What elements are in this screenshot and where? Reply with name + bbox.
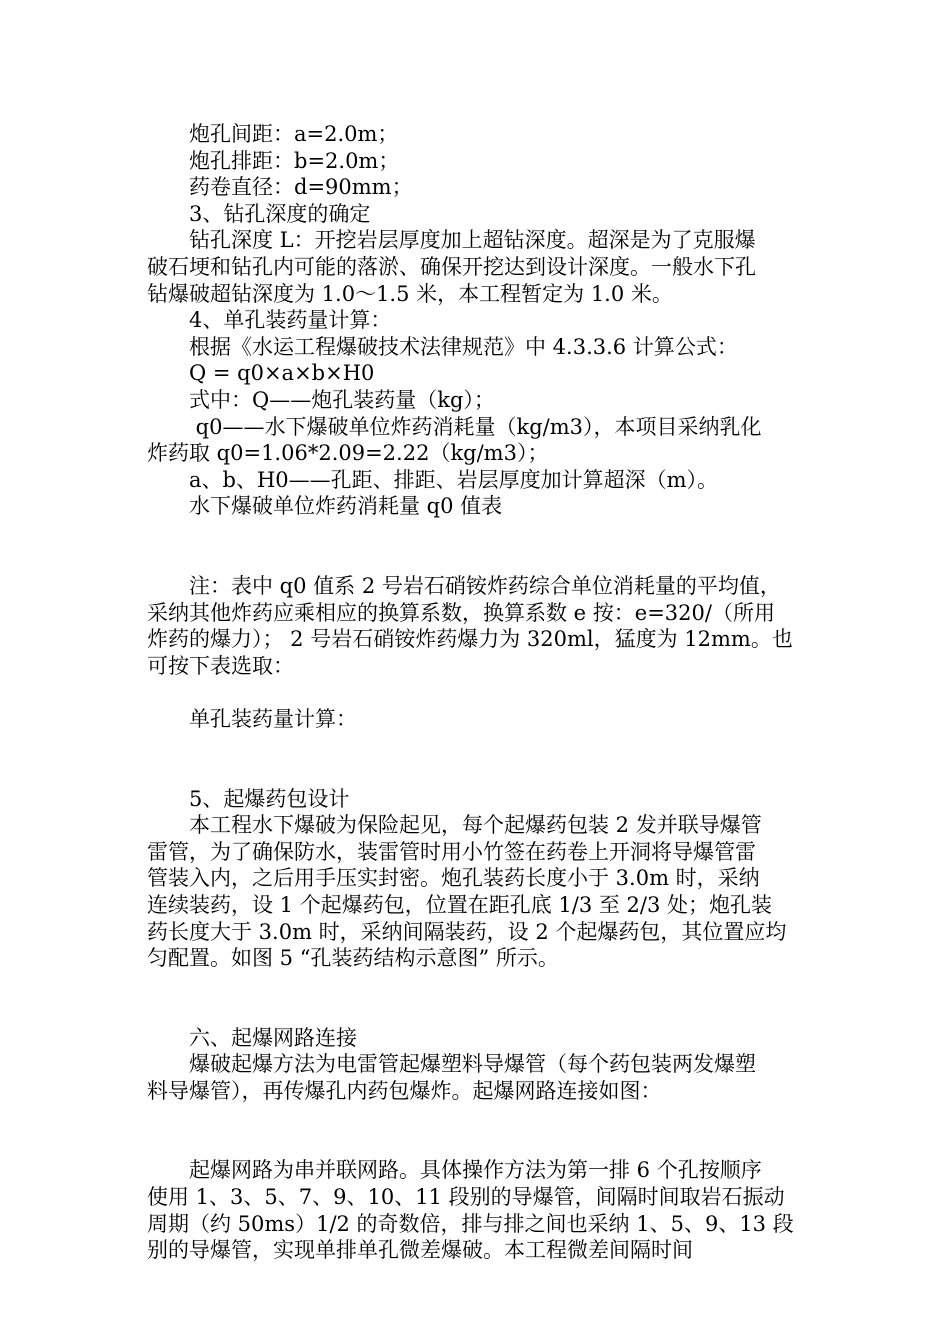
text-line: a、b、H0——孔距、排距、岩层厚度加计算超深（m）。 xyxy=(189,468,719,492)
formula-line: Q = q0×a×b×H0 xyxy=(189,361,375,385)
text-line: 雷管，为了确保防水，装雷管时用小竹签在药卷上开洞将导爆管雷 xyxy=(147,840,756,864)
text-line: 别的导爆管，实现单排单孔微差爆破。本工程微差间隔时间 xyxy=(147,1238,693,1262)
note-line: 炸药的爆力）； 2 号岩石硝铵炸药爆力为 320ml，猛度为 12mm。也 xyxy=(147,627,793,651)
text-line: 炸药取 q0=1.06*2.09=2.22（kg/m3）； xyxy=(147,441,549,465)
section-heading: 5、起爆药包设计 xyxy=(189,787,350,811)
table-caption: 水下爆破单位炸药消耗量 q0 值表 xyxy=(189,494,503,518)
text-line: 钻孔深度 L：开挖岩层厚度加上超钻深度。超深是为了克服爆 xyxy=(189,228,756,252)
text-line: 管装入内，之后用手压实封密。炮孔装药长度小于 3.0m 时，采纳 xyxy=(147,866,760,890)
text-line: 单孔装药量计算： xyxy=(189,707,357,731)
text-line: 爆破起爆方法为电雷管起爆塑料导爆管（每个药包装两发爆塑 xyxy=(189,1052,756,1076)
text-line: 炮孔排距：b=2.0m； xyxy=(189,149,400,173)
text-line: 炮孔间距：a=2.0m； xyxy=(189,122,399,146)
text-line: 匀配置。如图 5 “孔装药结构示意图” 所示。 xyxy=(147,946,559,970)
section-heading: 4、单孔装药量计算： xyxy=(189,308,392,332)
text-line: 周期（约 50ms）1/2 的奇数倍，排与排之间也采纳 1、5、9、13 段 xyxy=(147,1212,794,1236)
note-line: 注：表中 q0 值系 2 号岩石硝铵炸药综合单位消耗量的平均值， xyxy=(189,574,781,598)
text-line: 式中：Q——炮孔装药量（kg）； xyxy=(189,388,495,412)
note-line: 采纳其他炸药应乘相应的换算系数，换算系数 e 按：e=320/（所用 xyxy=(147,601,775,625)
text-line: q0——水下爆破单位炸药消耗量（kg/m3），本项目采纳乳化 xyxy=(189,415,762,439)
text-line: 起爆网路为串并联网路。具体操作方法为第一排 6 个孔按顺序 xyxy=(189,1158,762,1182)
text-line: 破石埂和钻孔内可能的落淤、确保开挖达到设计深度。一般水下孔 xyxy=(147,255,756,279)
text-line: 使用 1、3、5、7、9、10、11 段别的导爆管，间隔时间取岩石振动 xyxy=(147,1185,785,1209)
note-line: 可按下表选取： xyxy=(147,654,294,678)
section-heading: 3、钻孔深度的确定 xyxy=(189,202,371,226)
text-line: 药长度大于 3.0m 时，采纳间隔装药，设 2 个起爆药包，其位置应均 xyxy=(147,920,787,944)
text-line: 钻爆破超钻深度为 1.0～1.5 米，本工程暂定为 1.0 米。 xyxy=(147,282,673,306)
text-line: 连续装药，设 1 个起爆药包，位置在距孔底 1/3 至 2/3 处；炮孔装 xyxy=(147,893,773,917)
text-line: 根据《水运工程爆破技术法律规范》中 4.3.3.6 计算公式： xyxy=(189,335,738,359)
text-line: 本工程水下爆破为保险起见，每个起爆药包装 2 发并联导爆管 xyxy=(189,813,762,837)
section-heading: 六、起爆网路连接 xyxy=(189,1026,357,1050)
text-line: 药卷直径：d=90mm； xyxy=(189,175,413,199)
text-line: 料导爆管），再传爆孔内药包爆炸。起爆网路连接如图： xyxy=(147,1079,662,1103)
